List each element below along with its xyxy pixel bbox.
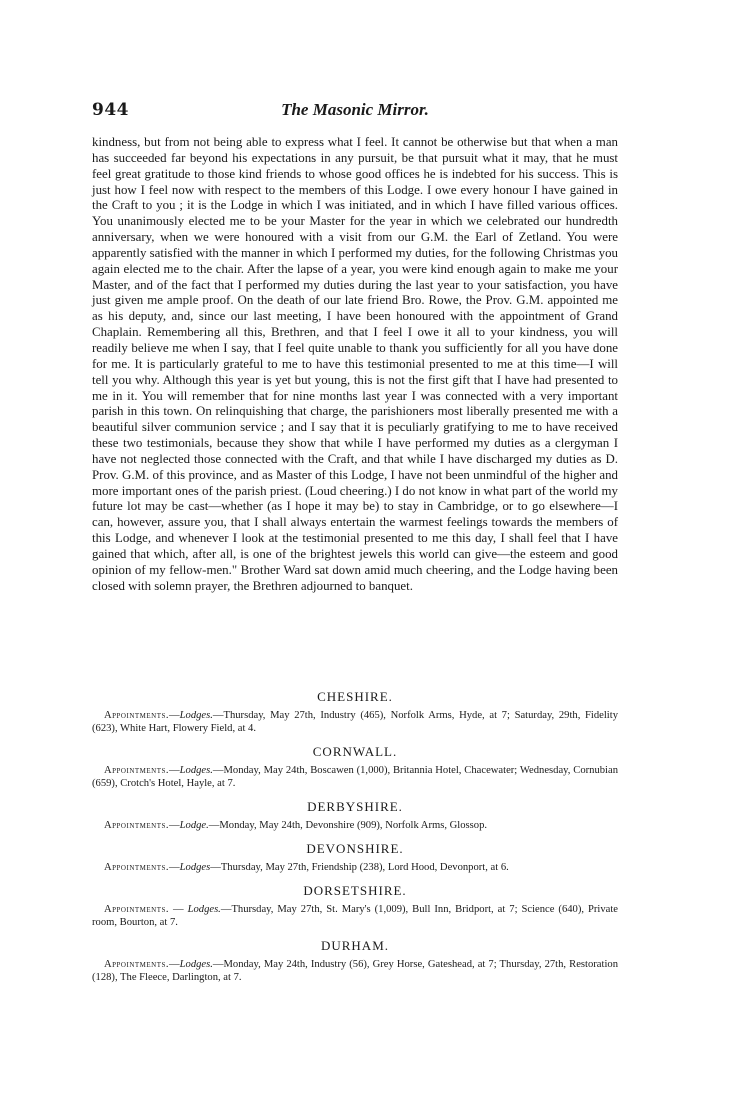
section-body — [92, 903, 618, 929]
section-body — [92, 764, 618, 790]
section-cornwall — [92, 743, 618, 790]
section-heading: DEVONSHIRE. — [306, 841, 404, 856]
section-heading: DURHAM. — [320, 938, 390, 953]
section-body — [92, 861, 618, 874]
appointments-label: Appointments. — [104, 862, 170, 873]
appointments-label: Appointments. — [104, 959, 170, 970]
running-head — [92, 100, 618, 124]
section-heading: DERBYSHIRE. — [307, 799, 403, 814]
dash: — — [169, 765, 180, 776]
section-body — [92, 709, 618, 735]
province-appointments — [92, 688, 618, 992]
lodge-label: Lodges. — [179, 710, 213, 721]
dash: — — [169, 820, 180, 831]
section-heading: DORSETSHIRE. — [303, 883, 407, 898]
page-number: 944 — [92, 100, 129, 120]
section-durham — [92, 937, 618, 984]
lodge-label: Lodges. — [179, 959, 213, 970]
dash: — — [169, 904, 188, 915]
section-derbyshire — [92, 798, 618, 832]
appointment-text: —Monday, May 24th, Industry (56), Grey Horse, Gateshead, at 7; Thursday, 27th, Restoration (128), The Fleece, Darlington, at 7. — [92, 959, 618, 983]
body-paragraph: kindness, but from not being able to express what I feel. It cannot be otherwise but that when a man has succeeded far beyond his expectations in any pursuit, be that pursuit what it may, that he must feel great gratitude to those kind friends to whose good offices he is indebted for his success. This is just how I feel now with respect to the members of this Lodge. I owe every honour I have gained in the Craft to you ; it is the Lodge in which I was initiated, and in which I have filled various offices. You unanimously elected me to be your Master for the year in which we celebrated our hundredth anniversary, when we were honoured with a visit from our G.M. the Earl of Zetland. You were apparently satisfied with the manner in which I performed my duties, for the following Christmas you again elected me to the chair. After the lapse of a year, you were kind enough again to make me your Master, and of the fact that I performed my duties during the last year to your satisfaction, you have just given me ample proof. On the death of our late friend Bro. Rowe, the Prov. G.M. appointed me as his deputy, and, since our last meeting, I have been honoured with the appointment of Grand Chaplain. Remembering all this, Brethren, and that I feel I owe it all to your kindness, you will readily believe me when I say, that I feel quite unable to thank you sufficiently for all you have done for me. It is particularly grateful to me to have this testimonial presented to me at this time—I will tell you why. Although this year is yet but young, this is not the first gift that I have had presented to me in it. You will remember that for nine months last year I was connected with a very important parish in this town. On relinquishing that charge, the parishioners most liberally presented me with a beautiful silver communion service ; and I say that it is peculiarly gratifying to me to have received these two testimonials, because they show that while I have performed my duties as a clergyman I have not neglected those connected with the Craft, and that while I have discharged my duties as D. Prov. G.M. of this province, and as Master of this Lodge, I have not been unmindful of the higher and more important ones of the parish priest. (Loud cheering.) I do not know in what part of the world my future lot may be cast—whether (as I hope it may be) to stay in Cambridge, or to go elsewhere—I can, however, assure you, that I shall always entertain the warmest feelings towards the members of this Lodge, and whenever I look at the testimonial presented to me this day, I shall feel that I have gained that which, after all, is one of the brightest jewels this world can give—the esteem and good opinion of my fellow-men." Brother Ward sat down amid much cheering, and the Lodge having been closed with solemn prayer, the Brethren adjourned to banquet. — [92, 135, 618, 593]
dash: — — [169, 959, 180, 970]
dash: — — [169, 862, 180, 873]
lodge-label: Lodges. — [179, 765, 213, 776]
appointments-label: Appointments. — [104, 904, 170, 915]
section-body — [92, 819, 618, 832]
lodge-label: Lodge. — [179, 820, 209, 831]
section-cheshire — [92, 688, 618, 735]
section-devonshire — [92, 840, 618, 874]
lodge-label: Lodges — [179, 862, 211, 873]
appointments-label: Appointments. — [104, 710, 170, 721]
appointment-text: —Thursday, May 27th, Friendship (238), Lord Hood, Devonport, at 6. — [210, 862, 509, 873]
appointment-text: —Thursday, May 27th, St. Mary's (1,009), Bull Inn, Bridport, at 7; Science (640), Private room, Bourton, at 7. — [92, 904, 618, 928]
appointment-text: —Monday, May 24th, Devonshire (909), Norfolk Arms, Glossop. — [208, 820, 488, 831]
appointment-text: —Monday, May 24th, Boscawen (1,000), Britannia Hotel, Chacewater; Wednesday, Cornubian (659), Crotch's Hotel, Hayle, at 7. — [92, 765, 618, 789]
appointments-label: Appointments. — [104, 820, 170, 831]
section-body — [92, 958, 618, 984]
journal-title: The Masonic Mirror. — [281, 100, 429, 119]
section-heading: CORNWALL. — [312, 744, 398, 759]
dash: — — [169, 710, 180, 721]
appointments-label: Appointments. — [104, 765, 170, 776]
appointment-text: —Thursday, May 27th, Industry (465), Norfolk Arms, Hyde, at 7; Saturday, 29th, Fidelity (623), White Hart, Flowery Field, at 4. — [92, 710, 618, 734]
section-heading: CHESHIRE. — [317, 689, 393, 704]
lodge-label: Lodges. — [187, 904, 221, 915]
section-dorsetshire — [92, 882, 618, 929]
